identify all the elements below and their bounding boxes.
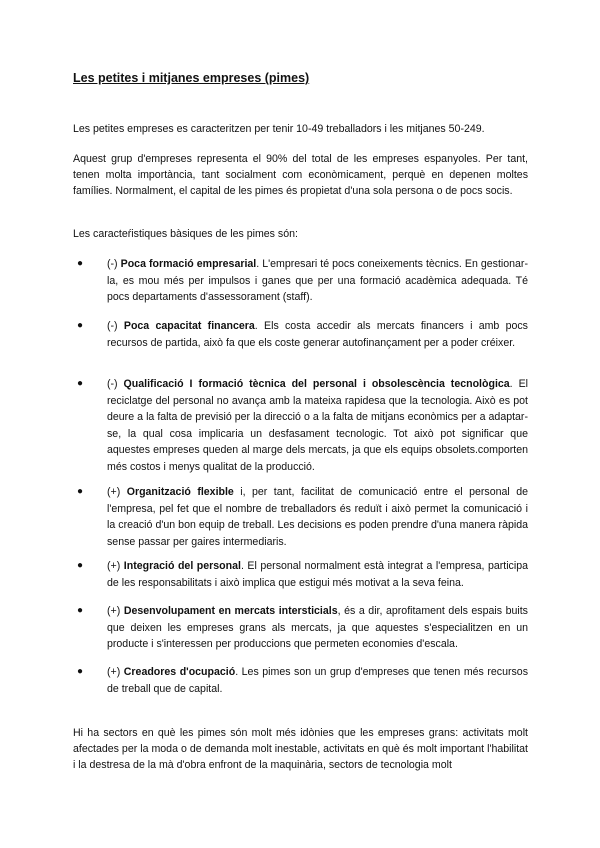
list-item-text (91, 484, 528, 550)
document-title: Les petites i mitjanes empreses (pimes) (73, 71, 310, 85)
list-item (77, 256, 528, 306)
item-sign: (-) (107, 258, 118, 270)
list-item-text (91, 376, 528, 475)
item-sign: (-) (107, 320, 118, 332)
item-description: . El personal normalment està integrat a l'empresa, participa de les responsabilitats i això implica que estigui més motivat a la seva feina. (107, 560, 528, 589)
item-label: Creadores d'ocupació (123, 666, 236, 678)
item-description: . Els costa accedir als mercats financers i amb pocs recursos de partida, això fa que els coste generar autofinançament per a poder créixer. (107, 320, 528, 349)
list-item (77, 603, 528, 653)
item-sign: (+) (107, 560, 121, 572)
characteristics-heading: Les caracteŕistiques bàsiques de les pimes són: (73, 228, 298, 240)
item-description: . El reciclatge del personal no avança amb la mateixa rapidesa que la tecnologia. Això es pot deure a la falta de previsió per la direcció o a la falta de mitjans econòmics per a adaptar-se, la qual cosa implicaria un desfasament tecnologic. Tot això pot significar que aquestes empreses queden al marge dels mercats, ja que els equips obsolets.comporten més costos i menys qualitat de la producció. (107, 378, 528, 473)
list-item-text (91, 318, 528, 351)
item-label: Poca capacitat financera (123, 320, 255, 332)
list-item-text (91, 664, 528, 697)
item-sign: (+) (107, 486, 121, 498)
item-sign: (-) (107, 378, 118, 390)
bullet-icon: ● (77, 378, 84, 389)
item-description: i, per tant, facilitat de comunicació entre el personal de l'empresa, pel fet que el nombre de treballadors és reduït i això permet la comunicació i la creació d'un bon equip de treball. Les decisions es poden prendre d'una manera ràpida sense passar per gaires intermediaris. (107, 486, 528, 548)
closing-paragraph: Hi ha sectors en què les pimes són molt més idònies que les empreses grans: activitats molt afectades per la moda o de demanda molt inestable, activitats en què és molt important l'habilitat i la destresa de la mà d'obra enfront de la maquinària, sectors de tecnologia molt (73, 727, 528, 771)
bullet-icon: ● (77, 605, 84, 616)
item-label: Qualificació I formació tècnica del personal i obsolescència tecnològica (123, 378, 510, 390)
bullet-icon: ● (77, 666, 84, 677)
item-label: Desenvolupament en mercats intersticials (123, 605, 338, 617)
bullet-icon: ● (77, 560, 84, 571)
list-item-text (91, 603, 528, 653)
list-item (77, 376, 528, 475)
list-item (77, 558, 528, 591)
item-label: Integració del personal (123, 560, 241, 572)
bullet-icon: ● (77, 258, 84, 269)
list-item (77, 484, 528, 550)
item-description: , és a dir, aprofitament dels espais buits que deixen les empreses grans als mercats, ja que aquestes s'especialitzen en un producte i s'interessen per produccions que permeten economies d'escala. (107, 605, 528, 650)
list-item (77, 664, 529, 697)
item-description: . Les pimes son un grup d'empreses que tenen més recursos de treball que de capital. (107, 666, 529, 695)
item-sign: (+) (107, 666, 121, 678)
item-label: Poca formació empresarial (120, 258, 257, 270)
bullet-icon: ● (77, 486, 84, 497)
intro-paragraph: Les petites empreses es caracteritzen per tenir 10-49 treballadors i les mitjanes 50-249. (73, 123, 485, 135)
item-label: Organització flexible (126, 486, 234, 498)
bullet-icon: ● (77, 320, 84, 331)
list-item-text (91, 558, 528, 591)
list-item-text (91, 256, 528, 306)
item-sign: (+) (107, 605, 121, 617)
importance-paragraph: Aquest grup d'empreses representa el 90% del total de les empreses espanyoles. Per tant, tenen molta importància, tant socialment com econòmicament, perquè en depenen moltes famílies. Normalment, el capital de les pimes és propietat d'una sola persona o de pocs socis. (73, 153, 528, 197)
item-description: . L'empresari té pocs coneixements tècnics. En gestionar-la, es mou més per impulsos i ganes que per una formació acadèmica adequada. Té pocs departaments d'assessorament (staff). (107, 258, 528, 303)
list-item (77, 318, 528, 351)
